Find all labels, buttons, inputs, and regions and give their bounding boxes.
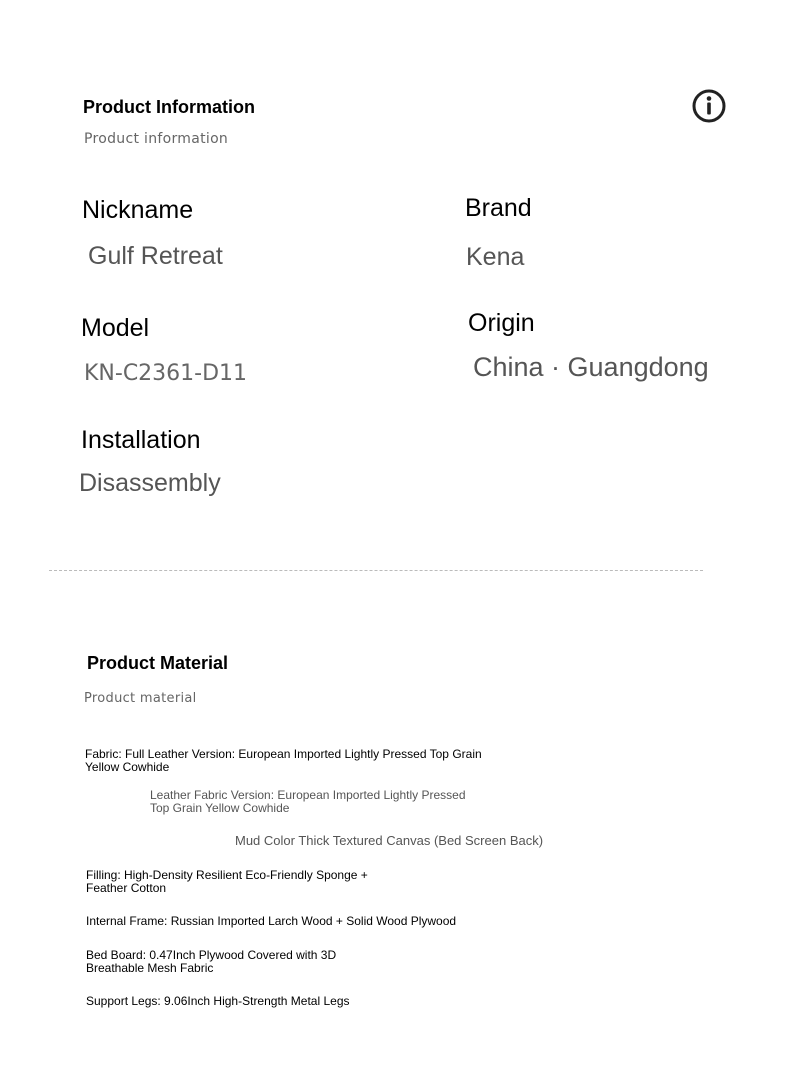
product-information-title: Product Information — [83, 97, 255, 117]
installation-label: Installation — [81, 426, 201, 454]
canvas-material: Mud Color Thick Textured Canvas (Bed Screen Back) — [235, 833, 544, 848]
filling-line-2: Feather Cotton — [86, 881, 167, 895]
nickname-value: Gulf Retreat — [88, 242, 223, 270]
support-legs: Support Legs: 9.06Inch High-Strength Metal Legs — [86, 994, 350, 1008]
nickname-label: Nickname — [82, 196, 194, 224]
brand-label: Brand — [465, 194, 532, 222]
internal-frame: Internal Frame: Russian Imported Larch Wood + Solid Wood Plywood — [86, 914, 457, 928]
leather-fabric-line-2: Top Grain Yellow Cowhide — [150, 801, 290, 815]
info-icon[interactable] — [691, 88, 727, 124]
fabric-leather-version — [150, 789, 466, 815]
fabric-line-1: Fabric: Full Leather Version: European Imported Lightly Pressed Top Grain — [85, 747, 482, 761]
bed-board-line-2: Breathable Mesh Fabric — [86, 961, 214, 975]
leather-fabric-line-1: Leather Fabric Version: European Imported Lightly Pressed — [150, 788, 466, 802]
product-material-subtitle: Product material — [84, 691, 197, 706]
origin-value: China · Guangdong — [473, 352, 709, 382]
brand-value: Kena — [466, 243, 525, 271]
filling-line-1: Filling: High-Density Resilient Eco-Friendly Sponge + — [86, 868, 368, 882]
filling-material — [86, 869, 368, 895]
model-value: KN-C2361-D11 — [84, 361, 248, 386]
fabric-line-2: Yellow Cowhide — [85, 760, 170, 774]
product-information-subtitle: Product information — [84, 131, 229, 147]
section-divider — [49, 570, 703, 571]
model-label: Model — [81, 314, 150, 342]
fabric-full-leather — [85, 748, 482, 774]
origin-label: Origin — [468, 309, 535, 337]
installation-value: Disassembly — [79, 469, 221, 497]
product-material-title: Product Material — [87, 653, 229, 673]
bed-board-line-1: Bed Board: 0.47Inch Plywood Covered with 3D — [86, 948, 337, 962]
bed-board — [86, 949, 336, 975]
